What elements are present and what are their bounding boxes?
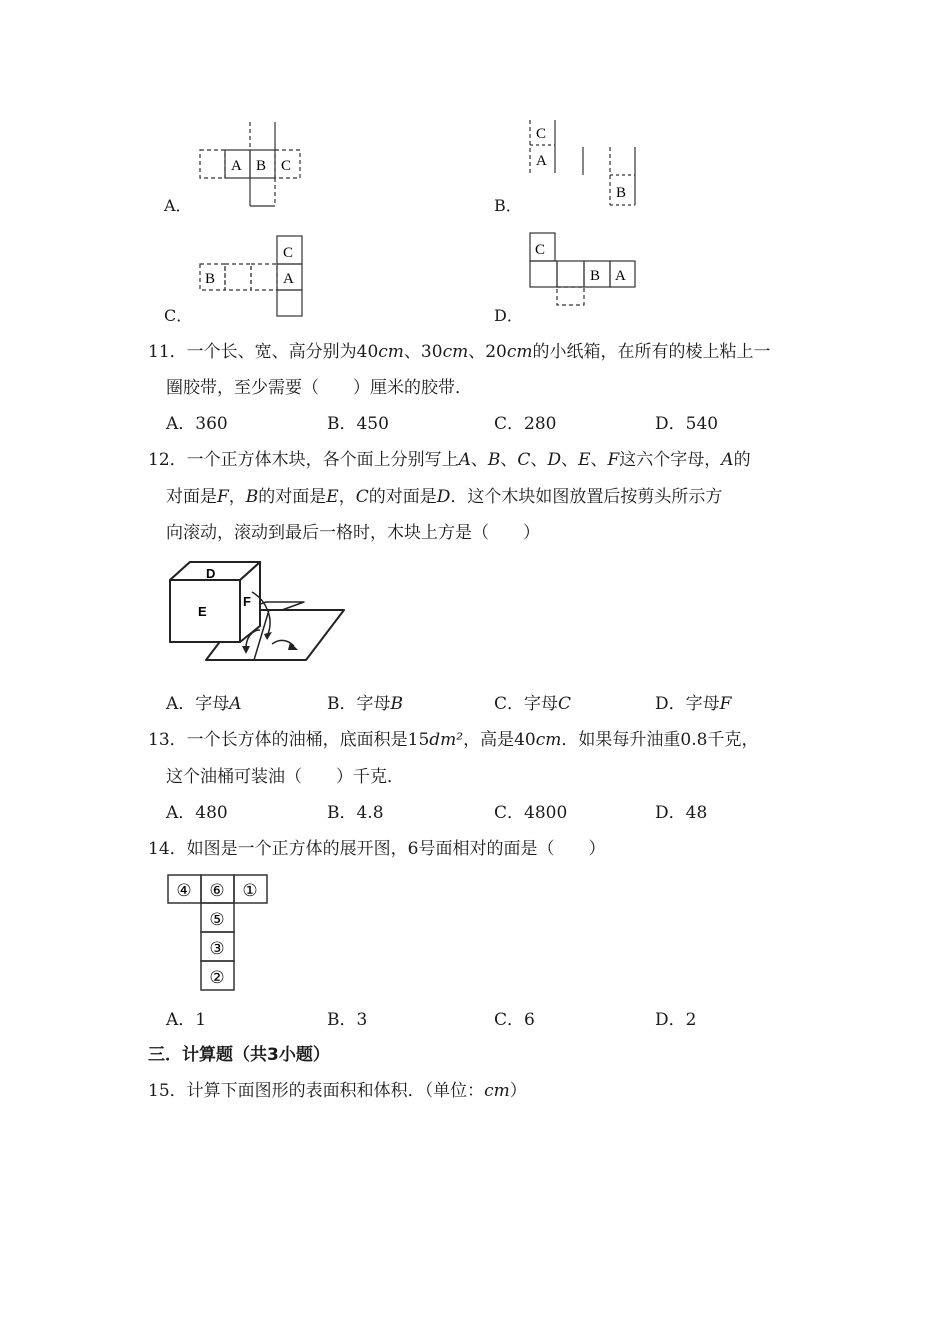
net-face: ⑤ bbox=[209, 910, 225, 930]
question-text-line: 向滚动，滚动到最后一格时，木块上方是（ ） bbox=[166, 523, 540, 543]
net-face: ② bbox=[209, 968, 225, 988]
question-text-line: 这个油桶可装油（ ）千克． bbox=[166, 767, 404, 787]
face-label: C bbox=[536, 126, 547, 142]
face-label: C bbox=[281, 158, 292, 174]
option-d: D．48 bbox=[655, 803, 708, 823]
option-b: B．4.8 bbox=[327, 803, 384, 823]
face-label: B bbox=[205, 271, 216, 287]
option-label: A． bbox=[164, 196, 192, 215]
question-text-line: 12．一个正方体木块，各个面上分别写上A、B、C、D、E、F这六个字母，A的 bbox=[148, 450, 751, 470]
net-face: ③ bbox=[209, 939, 225, 959]
option-a: A．1 bbox=[166, 1010, 207, 1030]
option-label: B． bbox=[494, 196, 522, 215]
face-label: B bbox=[590, 268, 601, 284]
net-face: ④ bbox=[176, 881, 192, 901]
cube-net-figure bbox=[195, 232, 310, 320]
option-c: C．字母C bbox=[494, 694, 572, 714]
face-label: B bbox=[256, 158, 267, 174]
question-text-line: 11．一个长、宽、高分别为40cm、30cm、20cm的小纸箱，在所有的棱上粘上一 bbox=[148, 342, 771, 362]
face-label: A bbox=[231, 158, 242, 174]
face-label: B bbox=[616, 185, 627, 201]
cube-net-figure bbox=[166, 873, 270, 993]
option-a: A．480 bbox=[166, 803, 228, 823]
option-c: C．4800 bbox=[494, 803, 568, 823]
net-face: ⑥ bbox=[209, 881, 225, 901]
question-15: 15．计算下面图形的表面积和体积．（单位：cm） bbox=[148, 1081, 527, 1101]
option-c: C．6 bbox=[494, 1010, 535, 1030]
face-label: A bbox=[536, 153, 547, 169]
face-label: C bbox=[283, 245, 294, 261]
option-c: C．280 bbox=[494, 414, 557, 434]
option-label: D． bbox=[494, 306, 523, 325]
cube-net-figure bbox=[525, 228, 640, 310]
question-text-line: 圈胶带，至少需要（ ）厘米的胶带． bbox=[166, 378, 472, 398]
question-text-line: 14．如图是一个正方体的展开图，6号面相对的面是（ ） bbox=[148, 839, 606, 859]
question-text-line: 13．一个长方体的油桶，底面积是15dm²，高是40cm．如果每升油重0.8千克， bbox=[148, 730, 759, 750]
option-b: B．字母B bbox=[327, 694, 403, 714]
rolling-cube-figure bbox=[164, 558, 349, 668]
cube-net-figure bbox=[525, 115, 645, 210]
option-b: B．450 bbox=[327, 414, 389, 434]
cube-net-figure bbox=[195, 120, 305, 210]
section-heading: 三．计算题（共3小题） bbox=[148, 1045, 330, 1065]
option-d: D．2 bbox=[655, 1010, 697, 1030]
cube-face-side: F bbox=[243, 594, 251, 609]
option-d: D．字母F bbox=[655, 694, 732, 714]
net-face: ① bbox=[242, 881, 258, 901]
face-label: C bbox=[535, 242, 546, 258]
option-b: B．3 bbox=[327, 1010, 368, 1030]
option-a: A．字母A bbox=[166, 694, 242, 714]
option-d: D．540 bbox=[655, 414, 719, 434]
cube-face-top: D bbox=[206, 566, 216, 581]
option-a: A．360 bbox=[166, 414, 228, 434]
question-text-line: 对面是F，B的对面是E，C的对面是D．这个木块如图放置后按剪头所示方 bbox=[166, 487, 723, 507]
cube-face-front: E bbox=[198, 604, 207, 619]
face-label: A bbox=[615, 268, 626, 284]
option-label: C． bbox=[164, 306, 193, 325]
face-label: A bbox=[283, 271, 294, 287]
